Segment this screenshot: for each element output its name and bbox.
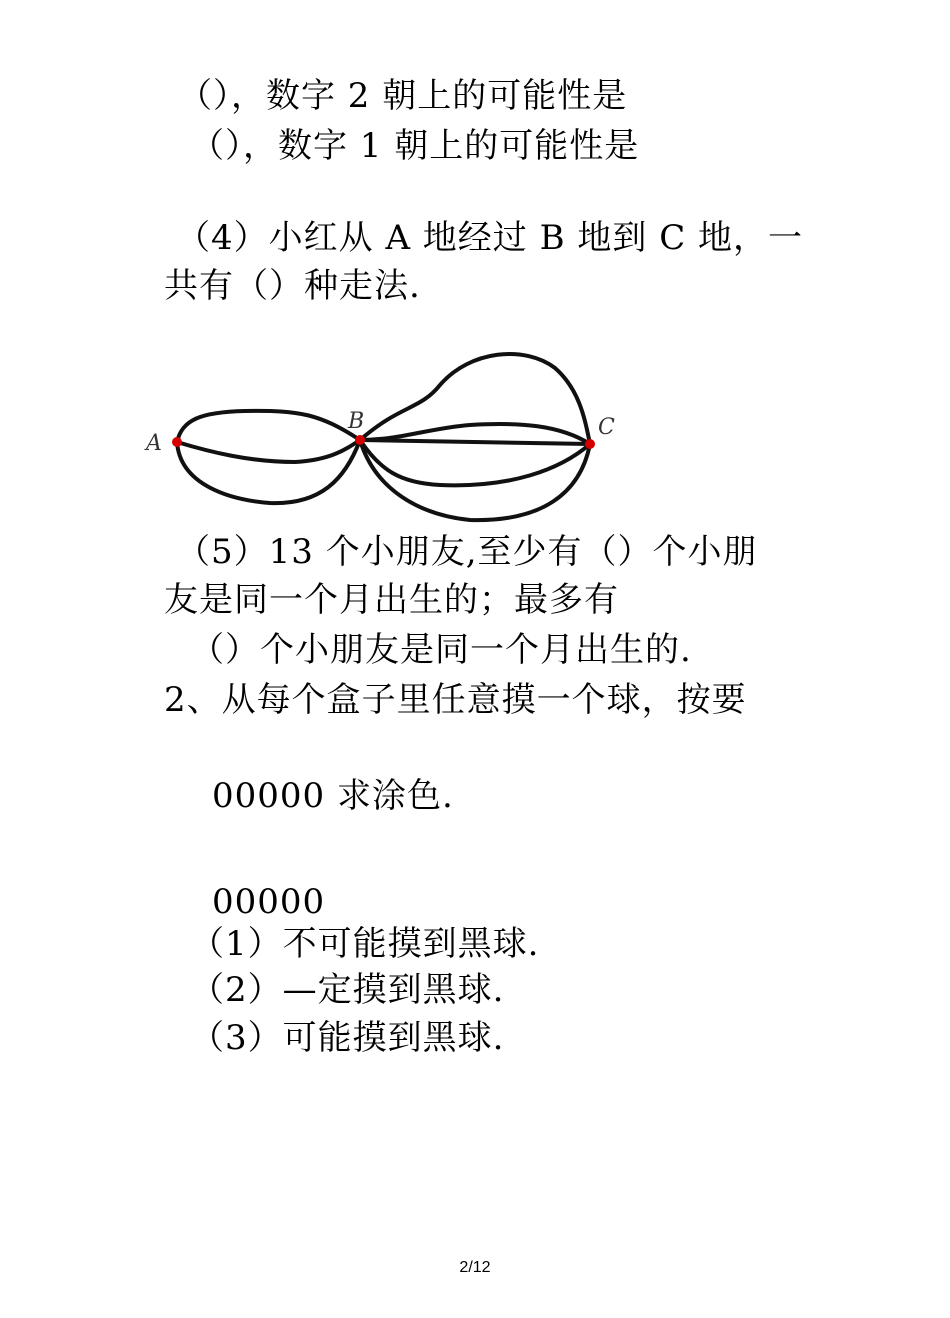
subquestion-2: （2）—定摸到黑球.	[190, 970, 505, 1010]
ball-boxes-row-1: 00000 求涂色.	[212, 776, 454, 816]
text-line-2: （），数字 1 朝上的可能性是	[190, 126, 640, 166]
label-b: B	[348, 409, 365, 434]
question-4-line-2: 共有（）种走法.	[164, 266, 421, 306]
question-4-line-1: （4）小红从 A 地经过 B 地到 C 地，一	[176, 218, 804, 258]
page-number: 2/12	[459, 1259, 491, 1276]
path-b-c-lower	[360, 440, 590, 485]
text-line-1: （），数字 2 朝上的可能性是	[178, 76, 628, 116]
subquestion-3: （3）可能摸到黑球.	[190, 1018, 505, 1058]
label-a: A	[146, 431, 162, 456]
route-diagram	[138, 345, 618, 534]
question-5-line-3: （）个小朋友是同一个月出生的.	[190, 630, 692, 670]
subquestion-1: （1）不可能摸到黑球.	[190, 924, 540, 964]
path-b-c-bottom	[360, 440, 590, 520]
point-c	[585, 439, 595, 449]
point-b	[355, 435, 365, 445]
label-c: C	[598, 415, 615, 440]
question-5-line-1: （5）13 个小朋友,至少有（）个小朋	[176, 532, 758, 572]
path-a-b-middle	[177, 440, 360, 462]
ball-boxes-row-2: 00000	[212, 882, 326, 922]
path-a-b-upper	[177, 411, 360, 442]
route-diagram-svg	[138, 345, 618, 530]
path-b-c-straight	[360, 440, 590, 444]
question-5-line-2: 友是同一个月出生的；最多有	[164, 580, 619, 620]
point-a	[172, 437, 182, 447]
question-2-heading: 2、从每个盒子里任意摸一个球，按要	[164, 680, 747, 720]
